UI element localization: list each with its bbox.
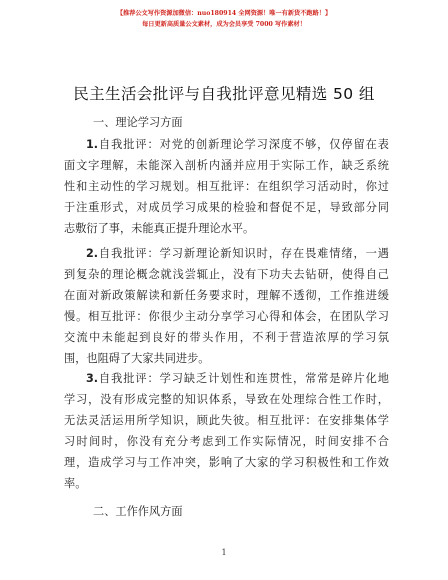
paragraph-line: 无法灵活运用所学知识，顾此失彼。相互批评：在安排集体学	[64, 414, 389, 427]
item-number: 3.	[86, 372, 99, 385]
paragraph-line: 3.自我批评：学习缺乏计划性和连贯性，常常是碎片化地	[86, 372, 389, 385]
paragraph-line: 1.自我批评：对党的创新理论学习深度不够，仅停留在表	[86, 138, 389, 151]
paragraph-line: 慢。相互批评：你很少主动分享学习心得和体会，在团队学习	[64, 310, 389, 323]
banner-line-1: 【推荐公文写作资源加微信：nuo180914 全网资源！唯一有新货不跑路！】	[116, 10, 332, 17]
paragraph-1	[64, 134, 389, 239]
section-heading-2: 二、工作作风方面	[93, 505, 183, 518]
paragraph-line: 理，造成学习与工作冲突，影响了大家的学习积极性和工作效	[64, 456, 389, 469]
paragraph-line: 于注重形式，对成员学习成果的检验和督促不足，导致部分同	[64, 201, 389, 214]
item-number: 1.	[86, 138, 99, 151]
paragraph-line: 性和主动性的学习规划。相互批评：在组织学习活动时，你过	[64, 180, 389, 193]
promo-banner	[0, 8, 448, 30]
banner-line-2: 每日更新高质量公文素材，成为会员享受 7000 写作素材！	[142, 21, 306, 28]
paragraph-line: 面文字理解，未能深入剖析内涵并应用于实际工作，缺乏系统	[64, 159, 389, 172]
paragraph-line: 率。	[64, 477, 87, 490]
paragraph-line: 到复杂的理论概念就浅尝辄止，没有下功夫去钻研，使得自己	[64, 268, 389, 281]
document-title: 民主生活会批评与自我批评意见精选 50 组	[73, 85, 375, 103]
section-heading-1: 一、理论学习方面	[93, 116, 183, 129]
paragraph-line: 围，也阻碍了大家共同进步。	[64, 352, 210, 365]
paragraph-2	[64, 243, 389, 369]
paragraph-line: 在面对新政策解读和新任务要求时，理解不透彻，工作推进缓	[64, 289, 389, 302]
page-number: 1	[221, 548, 227, 557]
paragraph-line: 习时间时，你没有充分考虑到工作实际情况，时间安排不合	[64, 435, 389, 448]
paragraph-line: 交流中未能起到良好的带头作用，不利于营造浓厚的学习氛	[64, 331, 389, 344]
paragraph-line: 志敷衍了事，未能真正提升理论水平。	[64, 222, 255, 235]
paragraph-line: 2.自我批评：学习新理论新知识时，存在畏难情绪，一遇	[86, 247, 389, 260]
item-number: 2.	[86, 247, 99, 260]
paragraph-line: 学习，没有形成完整的知识体系，导致在处理综合性工作时，	[64, 393, 389, 406]
paragraph-3	[64, 368, 389, 494]
